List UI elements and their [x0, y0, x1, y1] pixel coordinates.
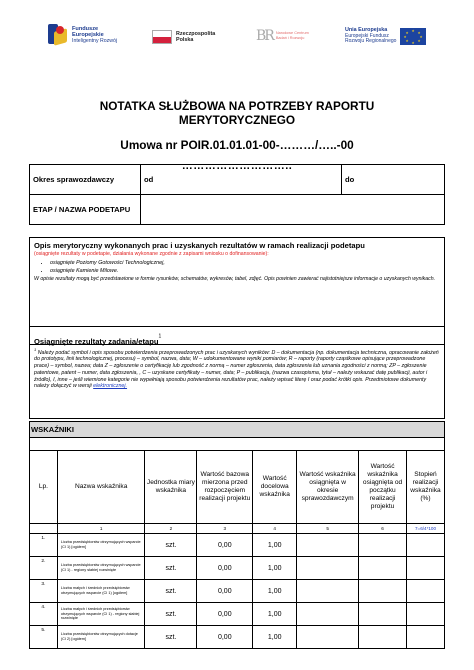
row-lp: 4.	[30, 603, 58, 626]
osiagniete-rezultaty-label: Osiągnięte rezultaty zadania/etapu	[34, 337, 159, 346]
title-line2: MERYTORYCZNEGO	[178, 113, 296, 127]
wskazniki-table	[29, 421, 445, 649]
row-percent[interactable]	[406, 603, 444, 626]
row-period-value[interactable]	[297, 580, 359, 603]
row-base-value: 0,00	[197, 626, 253, 649]
table-row	[30, 626, 445, 649]
table-row	[30, 603, 445, 626]
etap-label: ETAP / NAZWA PODETAPU	[30, 195, 141, 225]
rzeczpospolita-logo	[152, 30, 215, 44]
opis-list	[34, 259, 440, 275]
okres-label: Okres sprawozdawczy	[30, 165, 141, 195]
row-unit: szt.	[145, 626, 197, 649]
footnote-link[interactable]: elektronicznej.	[93, 383, 128, 390]
row-period-value[interactable]	[297, 557, 359, 580]
opis-field[interactable]	[30, 238, 444, 327]
col-number: 4	[253, 524, 297, 534]
row-target-value: 1,00	[253, 626, 297, 649]
opis-section	[29, 237, 445, 345]
row-cumulative-value[interactable]	[359, 557, 407, 580]
row-base-value: 0,00	[197, 580, 253, 603]
table-row	[30, 534, 445, 557]
wskazniki-heading: WSKAŹNIKI	[30, 422, 445, 438]
rp-logo-line2: Polska	[176, 37, 194, 43]
table-row	[30, 580, 445, 603]
row-period-value[interactable]	[297, 534, 359, 557]
row-percent[interactable]	[406, 580, 444, 603]
period-table	[29, 164, 445, 225]
ncbr-mark-icon: BR	[256, 28, 273, 44]
col-number: 5	[297, 524, 359, 534]
row-lp: 2.	[30, 557, 58, 580]
col-number: 1	[57, 524, 145, 534]
row-cumulative-value[interactable]	[359, 580, 407, 603]
row-percent[interactable]	[406, 534, 444, 557]
col-header: Wartość wskaźnika osiągnięta w okresie sprawozdawczym	[297, 451, 359, 524]
opis-red-note: (osiągnięte rezultaty w podetapie, działania wykonane zgodnie z zapisami wniosku o dofinansowanie):	[34, 251, 269, 257]
fundusze-europejskie-logo	[48, 24, 117, 46]
fe-logo-line1: Fundusze	[72, 26, 99, 32]
row-cumulative-value[interactable]	[359, 534, 407, 557]
fe-logo-line2: Europejskie	[72, 32, 104, 38]
row-cumulative-value[interactable]	[359, 603, 407, 626]
table-row	[30, 557, 445, 580]
row-base-value: 0,00	[197, 557, 253, 580]
unia-europejska-logo	[345, 28, 426, 45]
od-field[interactable]	[165, 165, 342, 195]
row-unit: szt.	[145, 557, 197, 580]
row-target-value: 1,00	[253, 603, 297, 626]
row-unit: szt.	[145, 603, 197, 626]
opis-list-item: • osiągnięte Poziomy Gotowości Technologicznej,	[50, 259, 440, 267]
row-lp: 3.	[30, 580, 58, 603]
col-number	[30, 524, 58, 534]
col-header: Stopień realizacji wskaźnika (%)	[406, 451, 444, 524]
col-header: Jednostka miary wskaźnika	[145, 451, 197, 524]
opis-list-item: • osiągnięte Kamienie Milowe.	[50, 267, 440, 275]
row-base-value: 0,00	[197, 603, 253, 626]
row-period-value[interactable]	[297, 626, 359, 649]
osiagniete-rezultaty-field[interactable]	[30, 327, 444, 344]
row-percent[interactable]	[406, 557, 444, 580]
col-header: Lp.	[30, 451, 58, 524]
ncbr-logo-line1: Narodowe Centrum	[275, 31, 309, 36]
col-number: 3	[197, 524, 253, 534]
footnote-number: 1	[34, 347, 37, 352]
row-name: Liczba małych i średnich przedsiębiorstw otrzymujących wsparcie (CI 1) [ogółem]	[57, 580, 145, 603]
do-label: do	[342, 165, 367, 195]
footnote	[29, 345, 445, 419]
col-header: Wartość wskaźnika osiągnięta od początku realizacji projektu	[359, 451, 407, 524]
row-target-value: 1,00	[253, 580, 297, 603]
row-lp: 5.	[30, 626, 58, 649]
footnote-text: Należy podać symbol i opis sposobu potwierdzenia przeprowadzonych prac i uzyskanych wyników: D – dokumentacja (np. dokumentacja techniczna, opracowanie założeń do prototypu, linii technologicznej, procesu) – symbol, nazwa, data; W – udokumentowane wyniki pomiarów; R – raporty (raporty cząstkowe opisujące przeprowadzone prace) – symbol, nazwa; data Z – zgłoszenie o certyfikację lub zgodność z normą – numer zgłoszenia, data zgłoszenia lub uznania zgodności z normą; ZP – zgłoszenie patentowe, patent – numer, data zgłoszenia, , C – uzyskane certyfikaty – numer, data; P – publikacja, (nazwa czasopisma, tytuł – należy wskazać datę publikacji, autor i źródło), I, inne – jeśli wiemione kategorie nie wypełniają sposobu potwierdzenia rezultatów prac, należy wpisać literę I oraz podać krótki opis. Przedmiotowe dokumenty należy dołączyć w wersji	[34, 349, 439, 390]
row-period-value[interactable]	[297, 603, 359, 626]
row-target-value: 1,00	[253, 534, 297, 557]
logo-bar	[0, 0, 474, 62]
col-header: Nazwa wskaźnika	[57, 451, 145, 524]
document-title	[0, 99, 474, 127]
row-cumulative-value[interactable]	[359, 626, 407, 649]
opis-note: W opisie rezultaty mogą być przedstawione w formie rysunków, schematów, wykresów, tabel, zdjęć. Opis powinien zawierać najistotniejsze informacje o uzyskanych wynikach.	[34, 276, 436, 282]
ue-logo-line1: Unia Europejska	[345, 27, 388, 34]
do-field[interactable]	[366, 165, 445, 195]
contract-dots-line: ………………………..	[181, 160, 293, 172]
eu-flag-icon: ★ ★ ★ ★ ★ ★ ★ ★	[400, 28, 426, 45]
col-number: 6	[359, 524, 407, 534]
col-header: Wartość docelowa wskaźnika	[253, 451, 297, 524]
fundusze-europejskie-mark-icon	[48, 24, 68, 46]
opis-heading: Opis merytoryczny wykonanych prac i uzyskanych rezultatów w ramach realizacji podetapu	[34, 241, 365, 250]
row-name: Liczba przedsiębiorstw otrzymujących wsparcie (CI 1) [ogółem]	[57, 534, 145, 557]
title-line1: NOTATKA SŁUŻBOWA NA POTRZEBY RAPORTU	[99, 99, 375, 113]
row-unit: szt.	[145, 534, 197, 557]
row-base-value: 0,00	[197, 534, 253, 557]
rp-logo-line1: Rzeczpospolita	[176, 31, 216, 37]
row-lp: 1.	[30, 534, 58, 557]
col-number: 2	[145, 524, 197, 534]
row-target-value: 1,00	[253, 557, 297, 580]
contract-number: Umowa nr POIR.01.01.01-00-………/…..-00	[120, 138, 354, 152]
ue-logo-line2: Europejski Fundusz	[345, 32, 389, 39]
ncbr-logo-line2: Badań i Rozwoju	[275, 36, 305, 40]
ue-logo-line3: Rozwoju Regionalnego	[345, 38, 397, 45]
polish-flag-icon	[152, 30, 172, 44]
footnote-ref: 1	[158, 333, 162, 340]
row-percent[interactable]	[406, 626, 444, 649]
fe-logo-line3: Inteligentny Rozwój	[72, 38, 117, 44]
etap-field[interactable]	[141, 195, 445, 225]
row-unit: szt.	[145, 580, 197, 603]
ncbr-logo	[256, 28, 309, 44]
od-label: od	[141, 165, 166, 195]
row-name: Liczba przedsiębiorstw otrzymujących dotacje (CI 2) [ogółem]	[57, 626, 145, 649]
col-number: 7=6/4*100	[406, 524, 444, 534]
spacer-row	[30, 438, 445, 451]
row-name: Liczba małych i średnich przedsiębiorstw otrzymujących wsparcie (CI 1) - regiony słabiej rozwinięte	[57, 603, 145, 626]
row-name: Liczba przedsiębiorstw otrzymujących wsparcie (CI 1) - regiony słabiej rozwinięte	[57, 557, 145, 580]
col-header: Wartość bazowa mierzona przed rozpoczęciem realizacji projektu	[197, 451, 253, 524]
